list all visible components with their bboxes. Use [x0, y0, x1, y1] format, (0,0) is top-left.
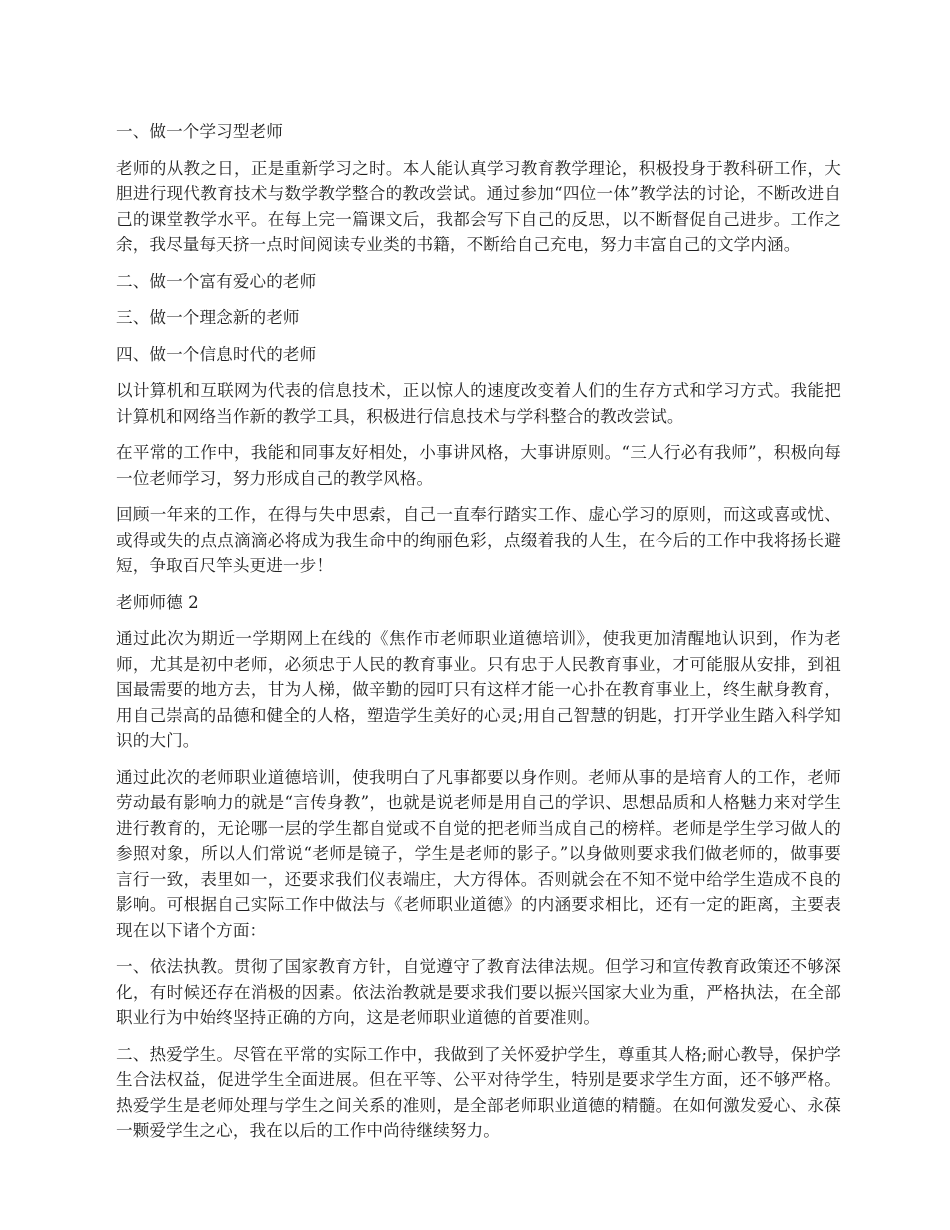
paragraph-learning: 老师的从教之日，正是重新学习之时。本人能认真学习教育教学理论，积极投身于教科研工作，大胆进行现代教育技术与数学教学整合的教改尝试。通过参加“四位一体”教学法的讨论，不断改进自己的课堂教学水平。在每上完一篇课文后，我都会写下自己的反思，以不断督促自己进步。工作之余，我尽量每天挤一点时间阅读专业类的书籍，不断给自己充电，努力丰富自己的文学内涵。	[116, 158, 841, 254]
section-heading-new-concept-teacher: 三、做一个理念新的老师	[116, 308, 300, 327]
section-heading-information-age-teacher: 四、做一个信息时代的老师	[116, 344, 317, 364]
paragraph-love-students: 二、热爱学生。尽管在平常的实际工作中，我做到了关怀爱护学生，尊重其人格;耐心教导，保护学生合法权益，促进学生全面进展。但在平等、公平对待学生，特别是要求学生方面，还不够严格。热爱学生是老师处理与学生之间关系的准则，是全部老师职业道德的精髓。在如何激发爱心、永葆一颗爱学生之心，我在以后的工作中尚待继续努力。	[116, 1044, 841, 1140]
section-heading-teacher-ethics-2: 老师师德 2	[116, 592, 199, 612]
paragraph-information-technology: 以计算机和互联网为代表的信息技术，正以惊人的速度改变着人们的生存方式和学习方式。我能把计算机和网络当作新的教学工具，积极进行信息技术与学科整合的教改尝试。	[116, 381, 841, 426]
section-heading-loving-teacher: 二、做一个富有爱心的老师	[116, 271, 317, 291]
paragraph-teach-by-law: 一、依法执教。贯彻了国家教育方针，自觉遵守了教育法律法规。但学习和宣传教育政策还不够深化，有时候还存在消极的因素。依法治教就是要求我们要以振兴国家大业为重，严格执法，在全部职业行为中始终坚持正确的方向，这是老师职业道德的首要准则。	[116, 957, 841, 1027]
paragraph-review: 回顾一年来的工作，在得与失中思索，自己一直奉行踏实工作、虚心学习的原则，而这或喜或忧、或得或失的点点滴滴必将成为我生命中的绚丽色彩，点缀着我的人生，在今后的工作中我将扬长避短，争取百尺竿头更进一步！	[116, 505, 841, 575]
paragraph-colleagues: 在平常的工作中，我能和同事友好相处，小事讲风格，大事讲原则。“三人行必有我师”，积极向每一位老师学习，努力形成自己的教学风格。	[116, 443, 841, 488]
paragraph-ethics-training: 通过此次为期近一学期网上在线的《焦作市老师职业道德培训》，使我更加清醒地认识到，作为老师，尤其是初中老师，必须忠于人民的教育事业。只有忠于人民教育事业，才可能服从安排，到祖国最需要的地方去，甘为人梯，做辛勤的园叮只有这样才能一心扑在教育事业上，终生献身教育，用自己崇高的品德和健全的人格，塑造学生美好的心灵;用自己智慧的钥匙，打开学业生踏入科学知识的大门。	[116, 629, 841, 750]
document-body	[116, 119, 841, 1155]
paragraph-lead-by-example: 通过此次的老师职业道德培训，使我明白了凡事都要以身作则。老师从事的是培育人的工作，老师劳动最有影响力的就是“言传身教”，也就是说老师是用自己的学识、思想品质和人格魅力来对学生进行教育的，无论哪一层的学生都自觉或不自觉的把老师当成自己的榜样。老师是学生学习做人的参照对象，所以人们常说“老师是镜子，学生是老师的影子。”以身做则要求我们做老师的，做事要言行一致，表里如一，还要求我们仪表端庄，大方得体。否则就会在不知不觉中给学生造成不良的影响。可根据自己实际工作中做法与《老师职业道德》的内涵要求相比，还有一定的距离，主要表现在以下诸个方面：	[116, 767, 841, 940]
section-heading-learning-teacher: 一、做一个学习型老师	[116, 122, 283, 141]
